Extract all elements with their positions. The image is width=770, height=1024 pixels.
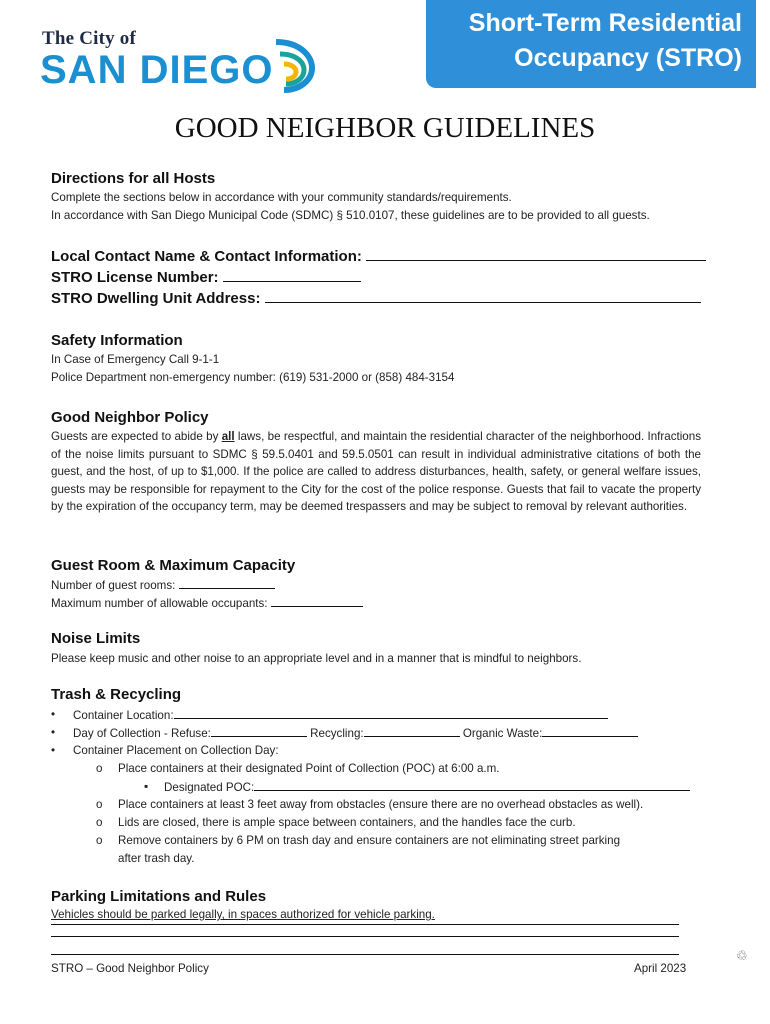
- container-location-input-line[interactable]: [174, 706, 608, 719]
- policy-text-after: laws, be respectful, and maintain the residential character of the neighborhood. Infractions of the noise limits pursuant to SDMC § 59.5.0401 and 59.5.0501 can result in individual administrative citations of both the guest, and the host, of up to $1,000. If the police are called to address disturbances, health, safety, or general welfare issues, guests may be responsible for repayment to the City for the cost of the police response. Guests that fail to vacate the property by the expiration of the occupancy term, may be deemed trespassers and may be subject to removal by relevant authorities.: [51, 430, 701, 514]
- address-input-line[interactable]: [265, 288, 701, 303]
- occupants-label: Maximum number of allowable occupants:: [51, 597, 268, 610]
- sub-item-4b: after trash day.: [118, 852, 195, 865]
- sub-bullet-icon: o: [96, 798, 103, 811]
- sub-bullet-icon: o: [96, 834, 103, 847]
- bullet-icon: •: [51, 744, 56, 757]
- parking-heading: Parking Limitations and Rules: [51, 888, 267, 905]
- safety-line-2: Police Department non-emergency number: (619) 531-2000 or (858) 484-3154: [51, 371, 455, 384]
- bullet-icon: •: [51, 708, 56, 721]
- container-location-label: Container Location:: [73, 709, 174, 722]
- rooms-field: [51, 576, 275, 595]
- contact-field: [51, 246, 706, 267]
- list-item: [51, 724, 751, 742]
- contact-input-line[interactable]: [366, 246, 706, 261]
- poc-input-line[interactable]: [254, 778, 690, 791]
- recycle-icon: ♲: [736, 948, 748, 963]
- occupants-field: [51, 594, 363, 613]
- footer-right: April 2023: [634, 962, 687, 975]
- directions-line-2: In accordance with San Diego Municipal Code (SDMC) § 510.0107, these guidelines are to be provided to all guests.: [51, 209, 650, 222]
- logo-wave-icon: [270, 32, 316, 94]
- sub-bullet-icon: o: [96, 762, 103, 775]
- sub-bullet-icon: o: [96, 816, 103, 829]
- parking-blank-line-1[interactable]: [51, 936, 679, 937]
- list-item: [51, 742, 751, 760]
- footer-left: STRO – Good Neighbor Policy: [51, 962, 209, 975]
- capacity-heading: Guest Room & Maximum Capacity: [51, 557, 296, 574]
- license-input-line[interactable]: [223, 267, 361, 282]
- sub-item-3: Lids are closed, there is ample space between containers, and the handles face the curb.: [118, 816, 576, 829]
- policy-heading: Good Neighbor Policy: [51, 409, 209, 426]
- sub-item-2: Place containers at least 3 feet away from obstacles (ensure there are no overhead obstacles as well).: [118, 798, 644, 811]
- list-item: [51, 706, 751, 724]
- occupants-input-line[interactable]: [271, 594, 363, 607]
- refuse-day-input-line[interactable]: [211, 724, 307, 737]
- safety-line-1: In Case of Emergency Call 9-1-1: [51, 353, 220, 366]
- poc-field: [164, 778, 690, 797]
- policy-emphasis: all: [221, 430, 235, 443]
- rooms-label: Number of guest rooms:: [51, 579, 176, 592]
- parking-blank-line-2[interactable]: [51, 954, 679, 955]
- address-label: STRO Dwelling Unit Address:: [51, 290, 261, 307]
- directions-line-1: Complete the sections below in accordance with your community standards/requirements.: [51, 191, 512, 204]
- policy-text: [51, 428, 701, 516]
- noise-text: Please keep music and other noise to an appropriate level and in a manner that is mindful to neighbors.: [51, 652, 582, 665]
- organic-day-label: Organic Waste:: [462, 727, 543, 740]
- placement-label: Container Placement on Collection Day:: [73, 744, 279, 757]
- directions-heading: Directions for all Hosts: [51, 170, 216, 187]
- contact-label: Local Contact Name & Contact Information:: [51, 248, 362, 265]
- parking-text: Vehicles should be parked legally, in spaces authorized for vehicle parking.: [51, 906, 679, 925]
- refuse-day-label: Day of Collection - Refuse:: [73, 727, 211, 740]
- bullet-icon: •: [51, 726, 56, 739]
- banner-line-1: Short-Term Residential: [468, 9, 742, 37]
- recycling-day-input-line[interactable]: [364, 724, 460, 737]
- banner-line-2: Occupancy (STRO): [514, 44, 742, 72]
- program-banner: [426, 0, 756, 88]
- trash-heading: Trash & Recycling: [51, 686, 182, 703]
- safety-heading: Safety Information: [51, 332, 183, 349]
- square-bullet-icon: ▪: [144, 780, 149, 793]
- license-label: STRO License Number:: [51, 269, 219, 286]
- poc-label: Designated POC:: [164, 781, 255, 794]
- logo-city-of: The City of: [42, 28, 137, 49]
- logo-san-diego: SAN DIEGO: [40, 48, 274, 92]
- policy-text-before: Guests are expected to abide by: [51, 430, 222, 443]
- rooms-input-line[interactable]: [179, 576, 275, 589]
- sub-item-1: Place containers at their designated Point of Collection (POC) at 6:00 a.m.: [118, 762, 500, 775]
- recycling-day-label: Recycling:: [310, 727, 364, 740]
- license-field: [51, 267, 361, 288]
- address-field: [51, 288, 701, 309]
- sub-item-4a: Remove containers by 6 PM on trash day and ensure containers are not eliminating street parking: [118, 834, 621, 847]
- organic-day-input-line[interactable]: [542, 724, 638, 737]
- page-title: GOOD NEIGHBOR GUIDELINES: [174, 112, 596, 144]
- noise-heading: Noise Limits: [51, 630, 141, 647]
